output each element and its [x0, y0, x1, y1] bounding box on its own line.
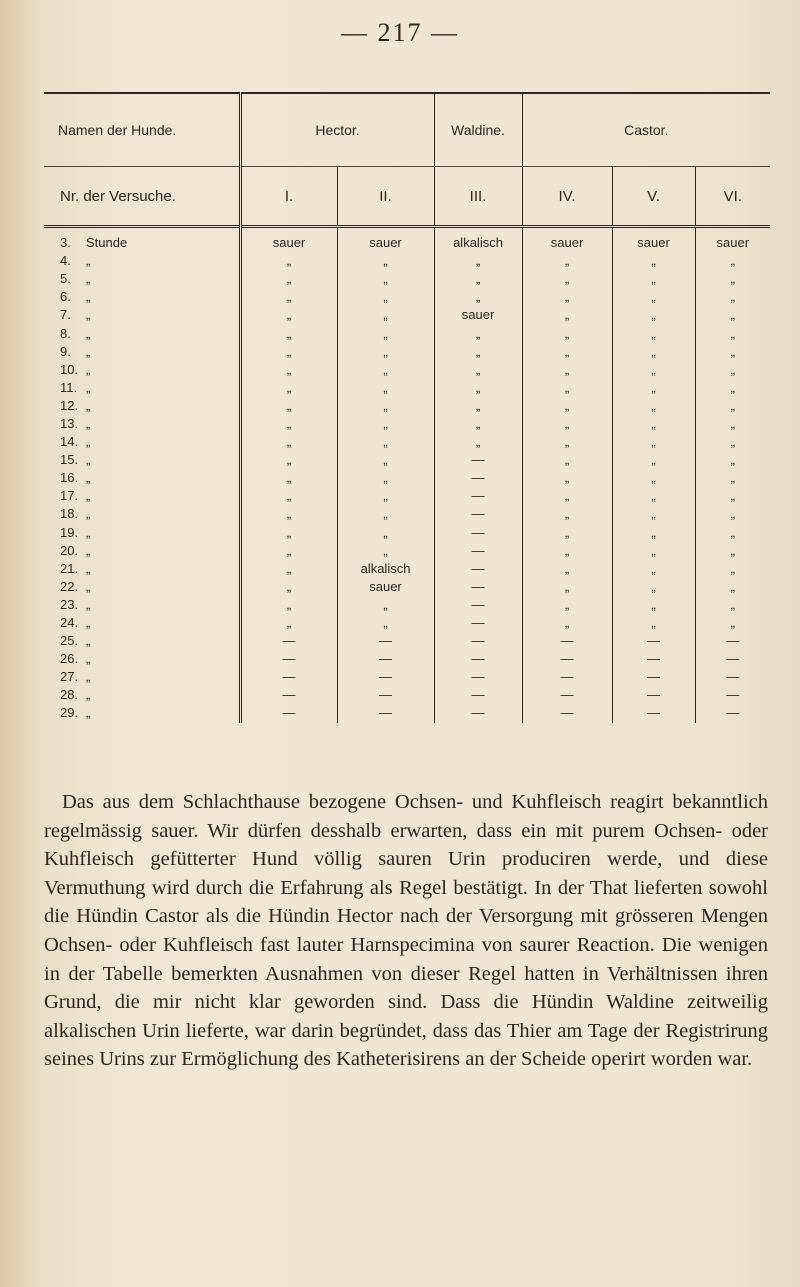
reaction-cell: —	[240, 650, 337, 668]
table-row	[44, 524, 770, 542]
hour-number: 24.	[60, 615, 79, 631]
hour-label	[44, 632, 240, 650]
reaction-cell: „	[337, 505, 434, 523]
reaction-cell: „	[337, 542, 434, 560]
hour-unit: „	[86, 307, 91, 323]
reaction-cell: —	[337, 650, 434, 668]
reaction-cell: —	[240, 668, 337, 686]
hour-number: 7.	[60, 307, 71, 323]
reaction-cell: „	[522, 487, 612, 505]
hour-number: 15.	[60, 452, 79, 468]
hour-label	[44, 505, 240, 523]
reaction-cell: „	[240, 614, 337, 632]
reaction-cell: —	[434, 614, 522, 632]
reaction-cell: „	[522, 397, 612, 415]
reaction-cell: „	[695, 487, 770, 505]
reaction-cell: —	[434, 487, 522, 505]
reaction-cell: „	[240, 560, 337, 578]
hour-unit: „	[86, 506, 91, 522]
reaction-cell: „	[240, 343, 337, 361]
hour-label	[44, 686, 240, 704]
table-row	[44, 324, 770, 342]
reaction-cell: „	[522, 306, 612, 324]
reaction-cell: —	[240, 704, 337, 722]
hour-number: 12.	[60, 397, 79, 413]
table-row	[44, 704, 770, 722]
reaction-cell: —	[337, 686, 434, 704]
hour-label	[44, 343, 240, 361]
reaction-cell: —	[612, 632, 695, 650]
reaction-cell: „	[337, 596, 434, 614]
dog-name-hector: Hector.	[240, 93, 434, 167]
hour-number: 14.	[60, 434, 79, 450]
reaction-cell: —	[434, 505, 522, 523]
hour-label	[44, 270, 240, 288]
hour-unit: „	[86, 361, 91, 377]
table-row	[44, 542, 770, 560]
reaction-cell: —	[695, 686, 770, 704]
hour-number: 19.	[60, 524, 79, 540]
urine-reaction-table	[44, 92, 770, 723]
table-row	[44, 650, 770, 668]
hour-label	[44, 252, 240, 270]
table-row	[44, 433, 770, 451]
reaction-cell: „	[240, 324, 337, 342]
hour-label	[44, 542, 240, 560]
hour-number: 11.	[60, 379, 78, 395]
reaction-cell: „	[695, 270, 770, 288]
reaction-cell: „	[695, 596, 770, 614]
hour-number: 6.	[60, 289, 71, 305]
reaction-cell: „	[434, 379, 522, 397]
reaction-cell: —	[612, 668, 695, 686]
table-row	[44, 397, 770, 415]
reaction-cell: „	[522, 361, 612, 379]
hour-unit: „	[86, 253, 91, 269]
reaction-cell: „	[695, 524, 770, 542]
hour-label	[44, 379, 240, 397]
reaction-cell: „	[240, 270, 337, 288]
reaction-cell: „	[337, 324, 434, 342]
reaction-cell: —	[695, 668, 770, 686]
hour-number: 23.	[60, 596, 79, 612]
hour-number: 17.	[60, 488, 79, 504]
hour-unit: „	[86, 289, 91, 305]
hour-label	[44, 596, 240, 614]
hour-number: 20.	[60, 542, 79, 558]
reaction-cell: —	[434, 524, 522, 542]
reaction-cell: „	[695, 560, 770, 578]
hour-label	[44, 704, 240, 722]
reaction-cell: sauer	[522, 227, 612, 253]
reaction-cell: alkalisch	[434, 227, 522, 253]
table-row	[44, 415, 770, 433]
hour-unit: „	[86, 615, 91, 631]
trial-number: V.	[612, 167, 695, 227]
reaction-cell: „	[522, 451, 612, 469]
reaction-cell: „	[337, 614, 434, 632]
reaction-cell: „	[240, 487, 337, 505]
table-row	[44, 361, 770, 379]
reaction-cell: „	[240, 361, 337, 379]
reaction-cell: —	[522, 686, 612, 704]
reaction-cell: „	[612, 542, 695, 560]
hour-unit: „	[86, 343, 91, 359]
hour-number: 21.	[60, 560, 79, 576]
reaction-cell: „	[695, 288, 770, 306]
reaction-cell: „	[337, 433, 434, 451]
hour-label	[44, 433, 240, 451]
hour-unit: „	[86, 325, 91, 341]
reaction-cell: „	[522, 288, 612, 306]
hour-number: 8.	[60, 325, 71, 341]
reaction-cell: „	[695, 469, 770, 487]
dog-name-castor: Castor.	[522, 93, 770, 167]
table-row	[44, 560, 770, 578]
reaction-cell: „	[522, 505, 612, 523]
table-body	[44, 227, 770, 723]
page-number: — 217 —	[341, 18, 459, 47]
reaction-cell: „	[434, 252, 522, 270]
reaction-cell: —	[337, 668, 434, 686]
reaction-cell: —	[434, 469, 522, 487]
table-row	[44, 668, 770, 686]
hour-unit: „	[86, 271, 91, 287]
reaction-cell: —	[434, 578, 522, 596]
reaction-cell: „	[612, 324, 695, 342]
reaction-cell: —	[240, 686, 337, 704]
reaction-cell: „	[612, 505, 695, 523]
reaction-cell: „	[612, 469, 695, 487]
reaction-cell: —	[434, 686, 522, 704]
table-row	[44, 469, 770, 487]
hour-label	[44, 487, 240, 505]
reaction-cell: „	[612, 361, 695, 379]
hour-unit: „	[86, 687, 91, 703]
hour-unit: „	[86, 633, 91, 649]
hour-unit: „	[86, 434, 91, 450]
reaction-cell: „	[434, 397, 522, 415]
reaction-cell: —	[434, 451, 522, 469]
reaction-cell: —	[434, 542, 522, 560]
reaction-cell: —	[695, 650, 770, 668]
hour-unit: „	[86, 651, 91, 667]
table-row	[44, 227, 770, 253]
reaction-cell: „	[337, 469, 434, 487]
hour-unit: „	[86, 560, 91, 576]
reaction-cell: —	[695, 632, 770, 650]
reaction-cell: „	[337, 343, 434, 361]
reaction-cell: „	[434, 361, 522, 379]
reaction-cell: „	[522, 270, 612, 288]
hour-number: 9.	[60, 343, 71, 359]
reaction-cell: „	[337, 288, 434, 306]
reaction-cell: „	[337, 270, 434, 288]
reaction-cell: „	[434, 433, 522, 451]
reaction-cell: „	[240, 505, 337, 523]
reaction-cell: „	[695, 306, 770, 324]
reaction-cell: „	[612, 252, 695, 270]
hour-label	[44, 650, 240, 668]
reaction-cell: „	[337, 397, 434, 415]
hour-unit: „	[86, 470, 91, 486]
table-row	[44, 632, 770, 650]
reaction-cell: alkalisch	[337, 560, 434, 578]
reaction-cell: „	[612, 433, 695, 451]
hour-unit: „	[86, 578, 91, 594]
reaction-cell: „	[695, 397, 770, 415]
reaction-cell: „	[434, 270, 522, 288]
reaction-cell: sauer	[240, 227, 337, 253]
reaction-cell: „	[612, 288, 695, 306]
reaction-cell: „	[240, 306, 337, 324]
reaction-cell: „	[522, 415, 612, 433]
reaction-cell: „	[695, 542, 770, 560]
reaction-cell: „	[240, 596, 337, 614]
hour-unit: „	[86, 596, 91, 612]
reaction-cell: „	[612, 451, 695, 469]
hour-number: 26.	[60, 651, 79, 667]
reaction-cell: —	[240, 632, 337, 650]
reaction-cell: —	[434, 596, 522, 614]
hour-label	[44, 397, 240, 415]
reaction-cell: „	[612, 270, 695, 288]
table-row	[44, 614, 770, 632]
trial-number-header: Nr. der Versuche.	[44, 167, 240, 227]
hour-number: 29.	[60, 705, 79, 721]
table-row	[44, 451, 770, 469]
hour-unit: „	[86, 379, 91, 395]
hour-label	[44, 306, 240, 324]
hour-label	[44, 415, 240, 433]
reaction-cell: „	[695, 433, 770, 451]
table-row	[44, 686, 770, 704]
reaction-cell: „	[522, 578, 612, 596]
reaction-cell: sauer	[434, 306, 522, 324]
reaction-cell: „	[434, 324, 522, 342]
reaction-cell: —	[434, 704, 522, 722]
reaction-cell: „	[522, 596, 612, 614]
table-row	[44, 505, 770, 523]
reaction-cell: „	[695, 451, 770, 469]
reaction-cell: „	[434, 343, 522, 361]
reaction-cell: „	[695, 343, 770, 361]
reaction-cell: „	[434, 415, 522, 433]
reaction-cell: —	[434, 560, 522, 578]
reaction-cell: „	[695, 614, 770, 632]
reaction-cell: „	[522, 324, 612, 342]
reaction-cell: „	[612, 343, 695, 361]
reaction-cell: „	[337, 306, 434, 324]
hour-label	[44, 614, 240, 632]
reaction-cell: „	[337, 252, 434, 270]
hour-unit: „	[86, 488, 91, 504]
reaction-cell: sauer	[337, 227, 434, 253]
reaction-cell: —	[434, 668, 522, 686]
hour-number: 3.	[60, 235, 71, 251]
reaction-cell: „	[240, 542, 337, 560]
reaction-cell: „	[337, 487, 434, 505]
reaction-cell: —	[434, 650, 522, 668]
hour-unit: „	[86, 452, 91, 468]
hour-number: 25.	[60, 633, 79, 649]
table-row	[44, 578, 770, 596]
reaction-cell: sauer	[695, 227, 770, 253]
hour-unit: „	[86, 705, 91, 721]
reaction-cell: —	[695, 704, 770, 722]
reaction-cell: „	[522, 379, 612, 397]
reaction-cell: „	[240, 451, 337, 469]
hour-number: 10.	[60, 361, 79, 377]
reaction-cell: „	[337, 415, 434, 433]
reaction-cell: „	[337, 379, 434, 397]
reaction-cell: „	[612, 596, 695, 614]
reaction-cell: „	[612, 487, 695, 505]
reaction-cell: „	[522, 560, 612, 578]
hour-label	[44, 324, 240, 342]
reaction-cell: —	[612, 686, 695, 704]
reaction-cell: „	[240, 524, 337, 542]
reaction-cell: „	[612, 524, 695, 542]
hour-number: 13.	[60, 415, 79, 431]
trial-number: III.	[434, 167, 522, 227]
reaction-cell: „	[612, 397, 695, 415]
hour-label	[44, 668, 240, 686]
trial-number: VI.	[695, 167, 770, 227]
hour-unit: „	[86, 397, 91, 413]
reaction-cell: „	[612, 560, 695, 578]
trial-number: I.	[240, 167, 337, 227]
reaction-cell: „	[695, 379, 770, 397]
body-paragraph: Das aus dem Schlachthause bezogene Ochsen- und Kuhfleisch reagirt bekanntlich regelmässig sauer. Wir dürfen desshalb erwarten, dass ein mit purem Ochsen- oder Kuhfleisch gefütterter Hund völlig sauren Urin produciren werde, und diese Vermuthung wird durch die Erfahrung als Regel bestätigt. In der That lieferten sowohl die Hündin Castor als die Hündin Hector nach der Versorgung mit grösseren Mengen Ochsen- oder Kuhfleisch fast lauter Harnspecimina von saurer Reaction. Die wenigen in der Tabelle bemerkten Ausnahmen von dieser Regel hatten in Verhältnissen ihren Grund, die mir nicht klar geworden sind. Dass die Hündin Waldine zeitweilig alkalischen Urin lieferte, war darin begründet, dass das Thier am Tage der Registrirung seines Urins zur Ermöglichung des Katheterisirens an der Scheide operirt worden war.	[44, 791, 768, 1071]
reaction-cell: „	[337, 361, 434, 379]
reaction-cell: —	[522, 632, 612, 650]
trial-number: IV.	[522, 167, 612, 227]
reaction-cell: „	[240, 433, 337, 451]
hour-unit: „	[86, 524, 91, 540]
hour-unit: „	[86, 415, 91, 431]
reaction-cell: —	[522, 704, 612, 722]
reaction-cell: „	[695, 578, 770, 596]
trial-number: II.	[337, 167, 434, 227]
hour-unit: „	[86, 669, 91, 685]
reaction-cell: „	[337, 524, 434, 542]
reaction-cell: „	[240, 252, 337, 270]
hour-label	[44, 361, 240, 379]
reaction-cell: „	[695, 415, 770, 433]
dog-name-waldine: Waldine.	[434, 93, 522, 167]
reaction-cell: „	[522, 469, 612, 487]
hour-number: 18.	[60, 506, 79, 522]
reaction-cell: „	[240, 397, 337, 415]
hour-unit: Stunde	[86, 235, 128, 251]
reaction-cell: „	[434, 288, 522, 306]
reaction-cell: „	[612, 614, 695, 632]
reaction-cell: sauer	[337, 578, 434, 596]
reaction-cell: „	[240, 379, 337, 397]
reaction-cell: „	[522, 542, 612, 560]
reaction-cell: „	[612, 415, 695, 433]
hour-label	[44, 469, 240, 487]
table-row	[44, 379, 770, 397]
reaction-cell: „	[695, 361, 770, 379]
reaction-cell: „	[522, 433, 612, 451]
hour-label	[44, 288, 240, 306]
reaction-cell: —	[522, 650, 612, 668]
reaction-cell: sauer	[612, 227, 695, 253]
reaction-cell: „	[240, 415, 337, 433]
hour-number: 27.	[60, 669, 79, 685]
dog-names-header: Namen der Hunde.	[58, 122, 177, 138]
table-row	[44, 596, 770, 614]
table-row	[44, 343, 770, 361]
reaction-cell: —	[337, 632, 434, 650]
table-row	[44, 487, 770, 505]
reaction-cell: „	[522, 343, 612, 361]
reaction-cell: „	[240, 288, 337, 306]
hour-number: 16.	[60, 470, 79, 486]
reaction-cell: —	[522, 668, 612, 686]
reaction-cell: —	[337, 704, 434, 722]
reaction-cell: —	[434, 632, 522, 650]
hour-label	[44, 227, 240, 253]
reaction-cell: „	[240, 469, 337, 487]
reaction-cell: „	[695, 324, 770, 342]
reaction-cell: „	[337, 451, 434, 469]
hour-label	[44, 451, 240, 469]
reaction-cell: „	[612, 578, 695, 596]
hour-label	[44, 560, 240, 578]
hour-label	[44, 524, 240, 542]
hour-label	[44, 578, 240, 596]
reaction-cell: „	[240, 578, 337, 596]
table-row	[44, 288, 770, 306]
reaction-cell: „	[522, 614, 612, 632]
table-row	[44, 252, 770, 270]
hour-number: 28.	[60, 687, 79, 703]
reaction-cell: „	[695, 252, 770, 270]
reaction-cell: „	[522, 524, 612, 542]
reaction-cell: —	[612, 650, 695, 668]
reaction-cell: —	[612, 704, 695, 722]
reaction-cell: „	[612, 306, 695, 324]
table-row	[44, 306, 770, 324]
hour-number: 22.	[60, 578, 79, 594]
reaction-cell: „	[522, 252, 612, 270]
hour-unit: „	[86, 542, 91, 558]
hour-number: 4.	[60, 253, 71, 269]
table-row	[44, 270, 770, 288]
reaction-cell: „	[612, 379, 695, 397]
hour-number: 5.	[60, 271, 71, 287]
reaction-cell: „	[695, 505, 770, 523]
